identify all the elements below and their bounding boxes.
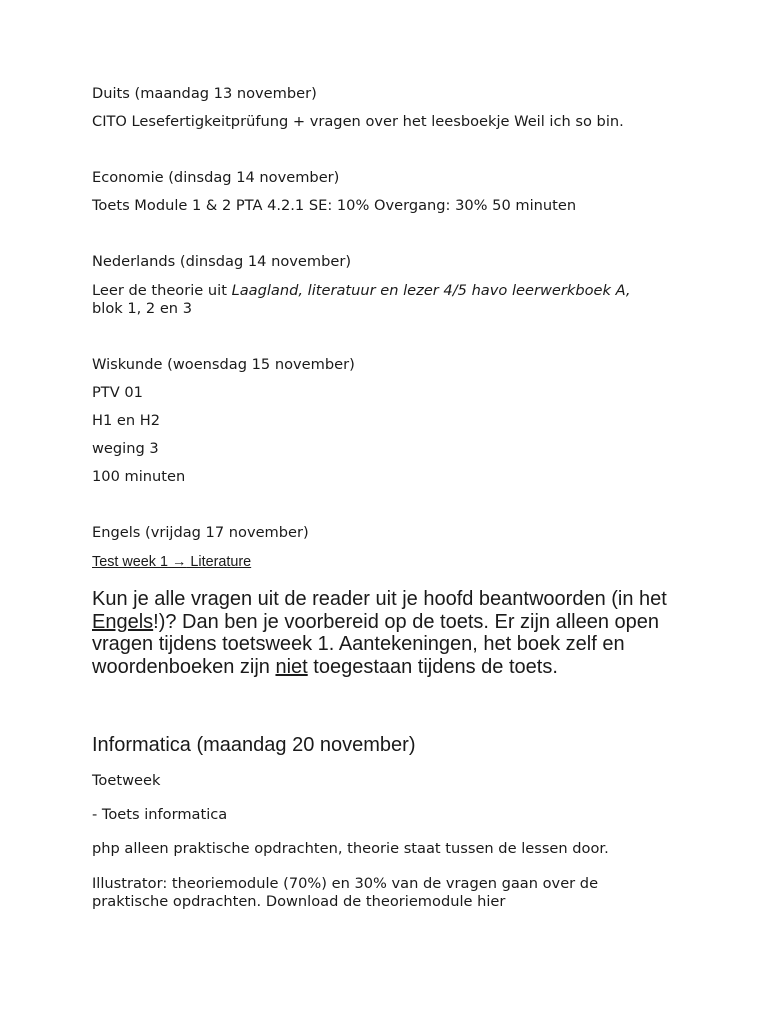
engels-body-niet: niet (275, 655, 308, 678)
informatica-heading: Informatica (maandag 20 november) (92, 734, 416, 756)
wiskunde-heading: Wiskunde (woensdag 15 november) (92, 356, 355, 373)
arrow-right-icon: → (171, 554, 187, 570)
engels-body (92, 588, 682, 678)
nederlands-body-prefix: Leer de theorie uit (92, 282, 232, 299)
nederlands-body-suffix: blok 1, 2 en 3 (92, 300, 192, 317)
duits-heading: Duits (maandag 13 november) (92, 85, 317, 102)
economie-body: Toets Module 1 & 2 PTA 4.2.1 SE: 10% Overgang: 30% 50 minuten (92, 197, 577, 214)
nederlands-book-title: Laagland, literatuur en lezer 4/5 havo leerwerkboek A, (231, 282, 631, 299)
engels-literature-link[interactable] (92, 553, 251, 571)
duits-body: CITO Lesefertigkeitprüfung + vragen over het leesboekje Weil ich so bin. (92, 113, 624, 130)
nederlands-heading: Nederlands (dinsdag 14 november) (92, 253, 352, 270)
economie-heading: Economie (dinsdag 14 november) (92, 169, 340, 186)
informatica-toetweek: Toetweek (92, 772, 161, 789)
wiskunde-line: H1 en H2 (92, 412, 161, 429)
engels-body-part3: toegestaan tijdens de toets. (307, 655, 558, 678)
wiskunde-line: 100 minuten (92, 468, 186, 485)
wiskunde-line: PTV 01 (92, 384, 143, 401)
informatica-php: php alleen praktische opdrachten, theorie staat tussen de lessen door. (92, 840, 609, 857)
informatica-illustrator: Illustrator: theoriemodule (70%) en 30% van de vragen gaan over de praktische opdrachten. Download de theoriemodule hier (92, 875, 599, 910)
engels-body-part2: !)? Dan ben je voorbereid op de toets. Er zijn alleen open vragen tijdens toetsweek 1. Aantekeningen, het boek zelf en woordenboeken zijn (92, 610, 660, 678)
informatica-toets: - Toets informatica (92, 806, 228, 823)
engels-heading: Engels (vrijdag 17 november) (92, 524, 309, 541)
engels-link-prefix: Test week 1 (92, 554, 172, 570)
engels-body-part1: Kun je alle vragen uit de reader uit je hoofd beantwoorden (in het (92, 588, 667, 610)
wiskunde-line: weging 3 (92, 440, 159, 457)
nederlands-body (92, 282, 652, 318)
engels-body-engels: Engels (92, 610, 154, 633)
engels-link-suffix: Literature (186, 554, 252, 570)
